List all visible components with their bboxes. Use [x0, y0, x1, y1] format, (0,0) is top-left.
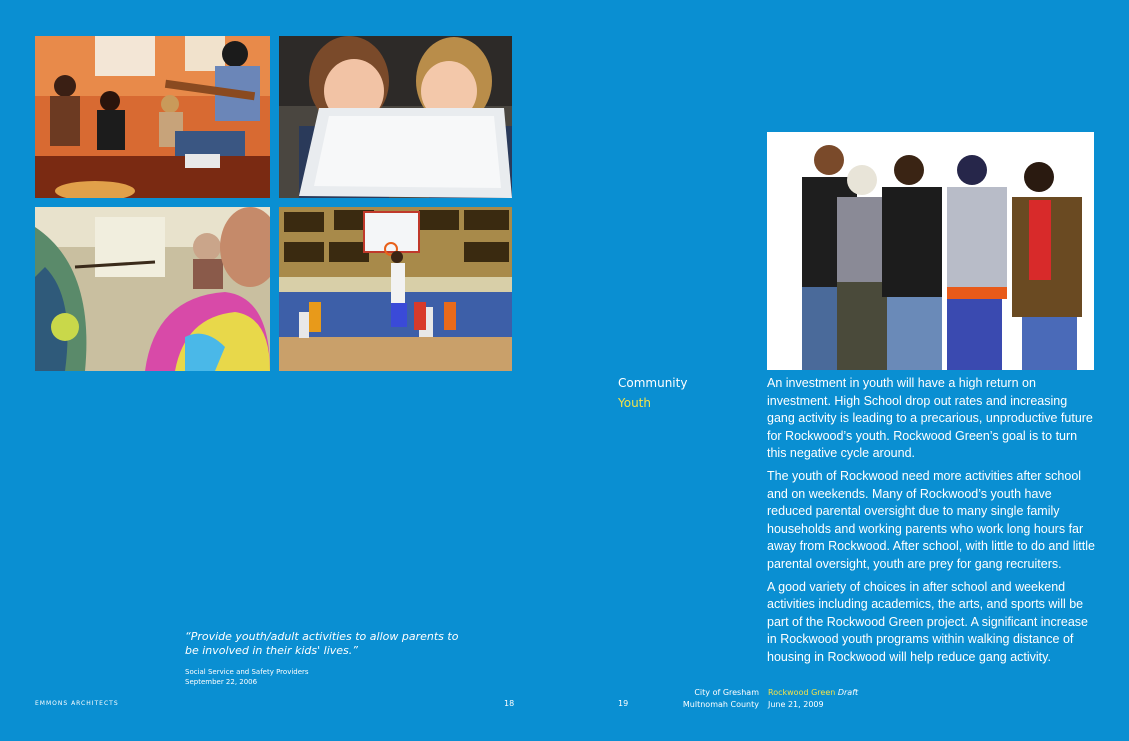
page-number-left: 18: [504, 699, 515, 708]
footer-project-name: Rockwood Green: [768, 688, 836, 697]
pull-quote: “Provide youth/adult activities to allow parents to be involved in their kids' lives.”: [185, 630, 459, 657]
quote-source-name: Social Service and Safety Providers: [185, 668, 309, 676]
page-number-right: 19: [618, 699, 629, 708]
body-paragraph-3: A good variety of choices in after school and weekend activities including academics, the arts, and sports will be part of the Rockwood Green project. A significant increase in Rockwood youth programs within walking distance of housing in Rockwood will help reduce gang activity.: [767, 579, 1089, 664]
photo-girls-laptop: [279, 36, 512, 198]
footer-status: Draft: [837, 688, 859, 697]
firm-name: EMMONS ARCHITECTS: [35, 700, 119, 707]
footer-county-name: Multnomah County: [682, 700, 759, 709]
photo-teen-group: [767, 132, 1094, 370]
body-copy: [767, 375, 1095, 672]
quote-source-date: September 22, 2006: [185, 678, 258, 686]
photo-friends-guitar: [35, 36, 270, 198]
footer-project: [768, 687, 858, 711]
photo-basketball-gym: [279, 207, 512, 371]
section-category: Community: [618, 376, 688, 390]
section-topic: Youth: [618, 396, 651, 410]
footer-city: [683, 687, 759, 711]
footer-date: June 21, 2009: [768, 700, 824, 709]
body-paragraph-2: The youth of Rockwood need more activities after school and on weekends. Many of Rockwood’s youth have reduced parental oversight due to many single family households and working parents who work long hours far away from Rockwood. After school, with little to do and little parental oversight, youth are prey for gang recruiters.: [767, 468, 1095, 571]
body-paragraph-1: An investment in youth will have a high return on investment. High School drop out rates and increasing gang activity is leading to a precarious, unproductive future for Rockwood’s youth. Rockwood Green’s goal is to turn this negative cycle around.: [767, 376, 1093, 461]
footer-city-name: City of Gresham: [694, 688, 759, 697]
quote-source: [185, 667, 309, 687]
photo-painter-student: [35, 207, 270, 371]
